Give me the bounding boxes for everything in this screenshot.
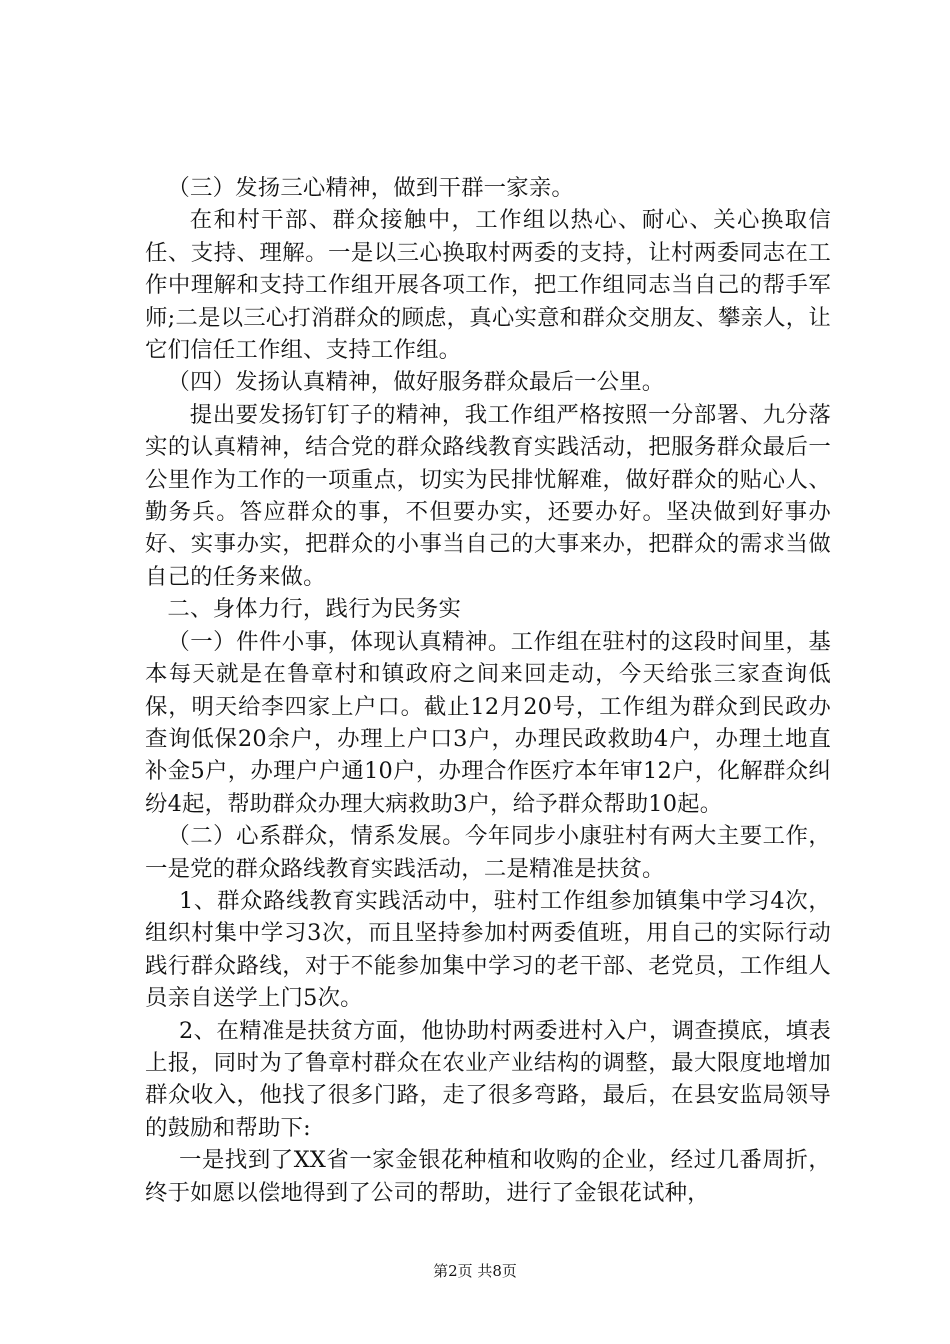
section-heading-3: （三）发扬三心精神，做到干群一家亲。 [167,175,575,201]
paragraph: 在和村干部、群众接触中，工作组以热心、耐心、关心换取信任、支持、理解。一是以三心换取村两委的支持，让村两委同志在工作中理解和支持工作组开展各项工作，把工作组同志当自己的帮手军师;二是以三心打消群众的顾虑，真心实意和群众交朋友、攀亲人，让它们信任工作组、支持工作组。 [145,207,831,364]
paragraph: 提出要发扬钉钉子的精神，我工作组严格按照一分部署、九分落实的认真精神，结合党的群众路线教育实践活动，把服务群众最后一公里作为工作的一项重点，切实为民排忧解难，做好群众的贴心人、勤务兵。答应群众的事，不但要办实，还要办好。坚决做到好事办好、实事办实，把群众的小事当自己的大事来办，把群众的需求当做自己的任务来做。 [145,401,831,590]
document-body [145,172,831,1209]
section-heading-4: （四）发扬认真精神，做好服务群众最后一公里。 [167,369,665,396]
paragraph: 1、群众路线教育实践活动中，驻村工作组参加镇集中学习4次，组织村集中学习3次，而且坚持参加村两委值班，用自己的实际行动践行群众路线，对于不能参加集中学习的老干部、老党员，工作组人员亲自送学上门5次。 [145,887,831,1012]
section-heading-2: 二、身体力行，践行为民务实 [167,596,462,623]
paragraph: 2、在精准是扶贫方面，他协助村两委进村入户，调查摸底，填表上报，同时为了鲁章村群众在农业产业结构的调整，最大限度地增加群众收入，他找了很多门路，走了很多弯路，最后，在县安监局领导的鼓励和帮助下: [145,1017,831,1141]
paragraph: 一是找到了XX省一家金银花种植和收购的企业，经过几番周折，终于如愿以偿地得到了公司的帮助，进行了金银花试种， [145,1147,831,1206]
paragraph: （一）件件小事，体现认真精神。工作组在驻村的这段时间里，基本每天就是在鲁章村和镇政府之间来回走动，今天给张三家查询低保，明天给李四家上户口。截止12月20号，工作组为群众到民政办查询低保20余户，办理上户口3户，办理民政救助4户，办理土地直补金5户，办理户户通10户，办理合作医疗本年审12户，化解群众纠纷4起，帮助群众办理大病救助3户，给予群众帮助10起。 [145,628,831,817]
page-footer: 第2页 共8页 [433,1262,517,1280]
paragraph: （二）心系群众，情系发展。今年同步小康驻村有两大主要工作，一是党的群众路线教育实践活动，二是精准是扶贫。 [145,823,831,882]
